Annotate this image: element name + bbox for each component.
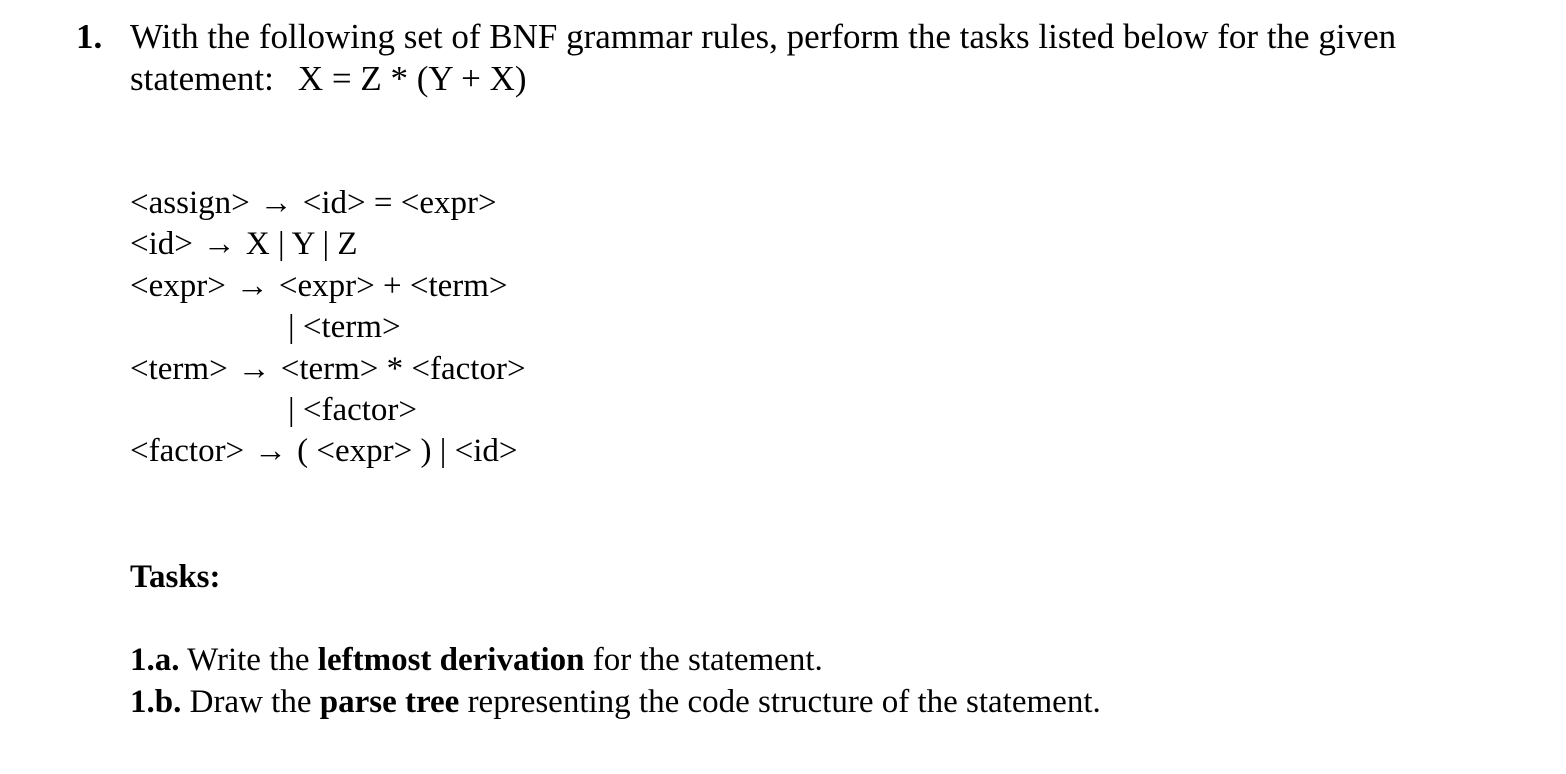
arrow-icon: → — [202, 226, 236, 262]
rule-lhs: <factor> — [130, 433, 245, 469]
statement-label: statement: — [130, 59, 274, 98]
grammar-rule-term-alt: | <factor> — [288, 392, 418, 428]
grammar-rule-expr-alt: | <term> — [288, 309, 401, 345]
rule-lhs: <assign> — [130, 185, 250, 221]
arrow-icon: → — [254, 433, 288, 469]
arrow-icon: → — [235, 268, 269, 304]
task-a — [130, 640, 823, 680]
task-emphasis: parse tree — [319, 684, 460, 720]
rule-rhs: ( <expr> ) | <id> — [297, 433, 518, 469]
rule-rhs: <id> = <expr> — [302, 185, 497, 221]
statement-expression: X = Z * (Y + X) — [297, 59, 527, 98]
task-text: for the statement. — [584, 642, 823, 678]
tasks-heading: Tasks: — [130, 559, 221, 595]
task-text: Draw the — [181, 684, 320, 720]
task-label: 1.a. — [130, 642, 180, 678]
rule-rhs: <expr> + <term> — [278, 268, 508, 304]
task-text: Write the — [179, 642, 318, 678]
question-intro-line2 — [130, 58, 527, 100]
question-intro-line1: With the following set of BNF grammar rules, perform the tasks listed below for the given — [130, 17, 1397, 56]
arrow-icon: → — [259, 185, 293, 221]
grammar-rule-factor — [130, 431, 518, 471]
rule-rhs: X | Y | Z — [245, 226, 358, 262]
task-label: 1.b. — [130, 684, 182, 720]
arrow-icon: → — [237, 351, 271, 387]
task-b — [130, 682, 1101, 722]
grammar-rule-assign — [130, 183, 497, 223]
question-number: 1. — [76, 17, 103, 56]
grammar-rule-id — [130, 224, 357, 264]
task-emphasis: leftmost derivation — [317, 642, 585, 678]
grammar-rule-term — [130, 349, 526, 389]
rule-lhs: <term> — [130, 351, 228, 387]
rule-lhs: <id> — [130, 226, 193, 262]
rule-lhs: <expr> — [130, 268, 226, 304]
grammar-rule-expr — [130, 266, 508, 306]
rule-rhs: <term> * <factor> — [280, 351, 526, 387]
task-text: representing the code structure of the statement. — [459, 684, 1101, 720]
